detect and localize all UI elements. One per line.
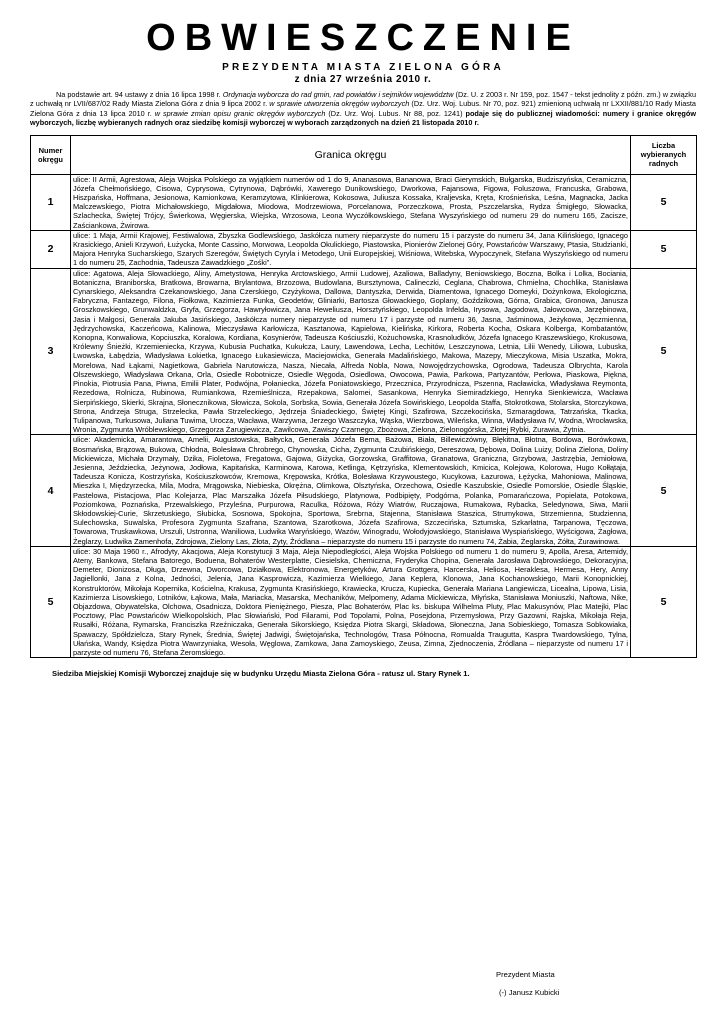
intro-paragraph <box>30 90 696 128</box>
district-number: 2 <box>31 230 71 268</box>
table-row <box>31 230 697 268</box>
district-seats: 5 <box>631 230 697 268</box>
issuer-subtitle: PREZYDENTA MIASTA ZIELONA GÓRA <box>222 62 504 73</box>
district-number: 1 <box>31 174 71 230</box>
district-seats: 5 <box>631 546 697 657</box>
intro-italic-2: w sprawie utworzenia okręgów wyborczych <box>269 99 410 109</box>
district-boundary: ulice: Agatowa, Aleja Słowackiego, Aliny, Ametystowa, Henryka Arctowskiego, Armii Ludowej, Azaliowa, Balladyny, Beniowskiego, Boczna, Bolka i Lolka, Bociania, Botaniczna, Braniborska, Bratkowa, Browarna, Brylantowa, Brzozowa, Budowlana, Bursztynowa, Calineczki, Ceglana, Chabrowa, Chmielna, Chochlika, Stanisława Cynarskiego, Aleksandra Czekanowskiego, Jana Czerskiego, Czyżykowa, Dallowa, Dantyszka, Derwida, Diamentowa, Ignacego Domeyki, Dożynkowa, Ekologiczna, Fabryczna, Fantazego, Filona, Fiołkowa, Kazimierza Funka, Geodetów, Gliniarki, Bartosza Głowackiego, Goplany, Goździkowa, Górna, Grabica, Gronowa, Janusza Groszkowskiego, Grunwaldzka, Gryfa, Grzegorza, Hawryłowicza, Jana Heweliusza, Horsztyńskiego, Leopolda Infelda, Irysowa, Jagodowa, Jałowcowa, Jarzębinowa, Jasia i Małgosi, Generała Jakuba Jasińskiego, Jaskółcza numery nieparzyste od numeru 17 i parzyste od numeru 36, Jasna, Jaśminowa, Jeżykowa, Jęczmienna, Jędrzychowska, Kaczeńcowa, Kalinowa, Mieczysława Karłowicza, Kasztanowa, Kąpielowa, Kielińska, Kirkora, Roberta Kocha, Oskara Kolberga, Kombatantów, Konopna, Konwaliowa, Kopciuszka, Koralowa, Kordiana, Kosynierów, Tadeusza Kościuszki, Kożuchowska, Krasnoludków, Józefa Ignacego Kraszewskiego, Krokusowa, Królewny Śnieżki, Krzemieniecka, Krzywa, Kubusia Puchatka, Kukułcza, Laury, Lawendowa, Lecha, Lechitów, Leszczynowa, Letnia, Lilii Wenedy, Liliowa, Lubuska, Lwowska, Łabędzia, Władysława Łokietka, Ignacego Łukasiewicza, Maciejowicka, Generała Madalińskiego, Makowa, Mazepy, Mieczykowa, Misia Uszatka, Mokra, Morelowa, Nad Łąkami, Nagietkowa, Gabriela Narutowicza, Nasza, Niecała, Alfreda Nobla, Nowa, Nowojędrzychowska, Ogrodowa, Tadeusza Olbrychta, Karola Olszewskiego, Władysława Orkana, Orla, Osiedle Robotnicze, Osiedle Węgoda, Osiedlowa, Owocowa, Pawia, Parkowa, Partyzantów, Perłowa, Piaskowa, Piękna, Pinokia, Piotrusia Pana, Piwna, Emilii Plater, Podwójna, Połaniecka, Józefa Poniatowskiego, Przecznica, Przyrodnicza, Pszenna, Racławicka, Władysława Reymonta, Rezedowa, Rolnicza, Rubinowa, Rumiankowa, Rzemieślnicza, Rzepakowa, Salomei, Sasankowa, Henryka Siemiradzkiego, Henryka Sienkiewicza, Wacława Sierpińskiego, Skierki, Skrajna, Słonecznikowa, Słowicza, Sokola, Sorbska, Sowia, Generała Józefa Sowińskiego, Leopolda Staffa, Stokrotkowa, Stolarska, Storczykowa, Strona, Andrzeja Struga, Strzelecka, Pawła Strzeleckiego, Jędrzeja Śniadeckiego, Świętej Kingi, Szafirowa, Szczekocińska, Szmaragdowa, Tatrzańska, Tkacka, Tulipanowa, Turkusowa, Juliana Tuwima, Urocza, Wacława, Warzywna, Jerzego Waszczyka, Wąska, Wierzbowa, Wileńska, Winna, Władysława IV, Wodna, Wrocławska, Wronia, Zygmunta Wróblewskiego, Grzegorza Żarugiewicza, Zawilcowa, Zawiszy Czarnego, Zbożowa, Zielona, Zielonogórska, Złotej Rybki, Żurawia, Żytnia. <box>71 268 631 435</box>
table-row <box>31 435 697 546</box>
header-count: Liczba wybieranych radnych <box>631 135 697 174</box>
district-number: 5 <box>31 546 71 657</box>
date-line: z dnia 27 września 2010 r. <box>294 74 432 85</box>
signature-name: (-) Janusz Kubicki <box>499 988 560 997</box>
district-boundary: ulice: Akademicka, Amarantowa, Amelii, Augustowska, Bałtycka, Generała Józefa Bema, Bażowa, Biała, Billewiczówny, Błękitna, Błotna, Bordowa, Borówkowa, Bosmańska, Brązowa, Bukowa, Chłodna, Bolesława Chrobrego, Chynowska, Cicha, Zygmunta Czubińskiego, Dereszowa, Dębowa, Dolina Luizy, Dolina Zielona, Doliny Mickiewicza, Michała Drzymały, Dzika, Fioletowa, Fregatowa, Gajowa, Giżycka, Gorzowska, Graffitowa, Granatowa, Graniczna, Grzybowa, Jastrzębia, Jemiołowa, Jesienna, Jeździecka, Jeżynowa, Jodłowa, Kapitańska, Karminowa, Karowa, Ketlinga, Kętrzyńska, Klementowskich, Kmicica, Kolejowa, Kolorowa, Hugo Kołłątaja, Tadeusza Konicza, Kostrzyńska, Kościuszkowców, Kremowa, Krępowska, Krótka, Bolesława Krzywoustego, Kucykowa, Łazurowa, Łężycka, Mahoniowa, Malinowa, Mieszka I, Międzyrzecka, Mila, Modra, Mrągowska, Niebieska, Okrężna, Olimkowa, Olsztyńska, Orzechowa, Osiedle Kaszubskie, Osiedle Pomorskie, Osiedle Śląskie, Pastelowa, Pistacjowa, Plac Kolejarza, Plac Marszałka Józefa Piłsudskiego, Platynowa, Podbipięty, Podgórna, Polanka, Pomarańczowa, Popielata, Potokowa, Poziomkowa, Poznańska, Przewalskiego, Przyleśna, Purpurowa, Raculka, Różowa, Róży Wiatrów, Ruczajowa, Rumakowa, Rybacka, Seledynowa, Siwa, Marii Skłodowskiej-Curie, Skrzetuskiego, Słubicka, Sosnowa, Spokojna, Sportowa, Srebrna, Stajenna, Stanisława Staszica, Strumykowa, Strzemienna, Studzienna, Sulechowska, Suwalska, Profesora Zygmunta Szafrana, Szantowa, Szarotkowa, Józefa Szafirowa, Szczecińska, Sztumska, Szkarłatna, Tarpanowa, Tęczowa, Towarowa, Truskawkowa, Urszuli, Ustronna, Waniliowa, Ludwika Waryńskiego, Wazów, Winogradu, Wołodyjowskiego, Stanisława Wyspiańskiego, Wyścigowa, Żagłowa, Żeglarzy, Ludwika Zamenhofa, Zdrojowa, Zielony Las, Złota, Zyty, Źródlana – nieparzyste do numeru 15 i parzyste do numeru 74, Żabia, Żeglarska, Żółta, Żurawinowa. <box>71 435 631 546</box>
table-row <box>31 268 697 435</box>
table-row <box>31 174 697 230</box>
district-boundary: ulice: II Armii, Agrestowa, Aleja Wojska Polskiego za wyjątkiem numerów od 1 do 9, Ananasowa, Bananowa, Braci Gierymskich, Bułgarska, Budziszyńska, Ceramiczna, Józefa Chełmońskiego, Cisowa, Cyprysowa, Cytrynowa, Dąbrówki, Xawerego Dunikowskiego, Dworkowa, Fajansowa, Figowa, Foluszowa, Francuska, Grabowa, Hiszpańska, Hoffmana, Jesionowa, Kamionkowa, Keramzytowa, Klinkierowa, Kokosowa, Juliusza Kossaka, Kraljevska, Kręta, Krośnieńska, Leśna, Magnacka, Jacka Malczewskiego, Piotra Michałowskiego, Migdałowa, Miodowa, Modrzewiowa, Porcelanowa, Porzeczkowa, Prosta, Pszczelarska, Rydza Śmigłego, Słowacka, Szlachecka, Świętej Trójcy, Świerkowa, Węgierska, Wiejska, Wrzosowa, Leona Wyczółkowskiego, Stefana Wyszyńskiego od numeru 29 do numeru 165, Zacisze, Zaściankowa, Żwirowa. <box>71 174 631 230</box>
commission-seat-note <box>30 669 696 678</box>
intro-text-1: Na podstawie art. 94 ustawy z dnia 16 lipca 1998 r. <box>56 90 223 99</box>
intro-italic-1: Ordynacja wyborcza do rad gmin, rad powiatów i sejmików województw <box>222 90 454 99</box>
district-seats: 5 <box>631 435 697 546</box>
districts-table <box>30 135 697 659</box>
district-boundary: ulice: 30 Maja 1960 r., Afrodyty, Akacjowa, Aleja Konstytucji 3 Maja, Aleja Niepodległości, Aleja Wojska Polskiego od numeru 1 do numeru 9, Apolla, Aresa, Artemidy, Ateny, Bankowa, Stefana Batorego, Boduena, Bohaterów Westerplatte, Ciesielska, Chemiczna, Fryderyka Chopina, Generała Jarosława Dąbrowskiego, Dekoracyjna, Demeter, Dionizosa, Długa, Drzewna, Dworcowa, Działkowa, Elektronowa, Energetyków, Artura Grottgera, Harcerska, Heliosa, Heraklesa, Hermesa, Hery, Anny Jagiellonki, Jana z Kolna, Jedności, Jelenia, Jana Kasprowicza, Kazimierza Wielkiego, Jana Keplera, Klonowa, Jana Kochanowskiego, Marii Konopnickiej, Konstruktorów, Mikołaja Kopernika, Kościelna, Krakusa, Zygmunta Krasińskiego, Krawiecka, Krucza, Kupiecka, Generała Mariana Langiewicza, Licealna, Lipowa, Lisia, Kazimierza Lisowskiego, Lotników, Łąkowa, Mała, Mariacka, Masarska, Mechaników, Melpomeny, Adama Mickiewicza, Młyńska, Stanisława Moniuszki, Naftowa, Nike, Objazdowa, Obywatelska, Olchowa, Osadnicza, Doktora Pieniężnego, Piesza, Plac Bohaterów, Plac ks. biskupa Wilhelma Pluty, Plac Makusynów, Plac Matejki, Plac Pocztowy, Plac Powstańców Wielkopolskich, Plac Słowiański, Pod Filarami, Pod Topolami, Polna, Posejdona, Przemysłowa, Przy Gazowni, Rajska, Mikołaja Reja, Rusałki, Różana, Rymarska, Franciszka Rzeźniczaka, Generała Sikorskiego, Księdza Piotra Skargi, Składowa, Słoneczna, Jana Sobieskiego, Tomasza Sobkowiaka, Spawaczy, Spółdzielcza, Stary Rynek, Średnia, Świętej Jadwigi, Świętojańska, Technologów, Trasa Północna, Romualda Traugutta, Kaspra Twardowskiego, Tylna, Ułańska, Wandy, Księdza Piotra Wawrzyniaka, Wesoła, Węglowa, Zamkowa, Jana Zamoyskiego, Zeusa, Zimna, Zjednoczenia, Źródlana – nieparzyste od numeru 17 i parzyste od numeru 76, Stefana Żeromskiego. <box>71 546 631 657</box>
district-boundary: ulice: 1 Maja, Armii Krajowej, Festiwalowa, Zbyszka Godlewskiego, Jaskółcza numery nieparzyste do numeru 15 i parzyste do numeru 34, Jana Kilińskiego, Ignacego Krasickiego, Anieli Krzywoń, Łużycka, Monte Cassino, Morwowa, Leopolda Okulickiego, Piastowska, Pionierów Zielonej Góry, Powstańców Warszawy, Ptasia, Studzianki, Majora Henryka Sucharskiego, Szarych Szeregów, Świętych Cyryla i Metodego, Unii Europejskiej, Wiśniowa, Witebska, Wypoczynek, Stefana Wyszyńskiego od numeru 1 do numeru 25, Zachodnia, Tadeusza Zawadzkiego „Zośki”. <box>71 230 631 268</box>
page-title: OBWIESZCZENIE <box>146 17 580 59</box>
intro-text-4: (Dz. Urz. Woj. Lubus. Nr 88, poz. 1241) <box>325 108 466 118</box>
district-number: 3 <box>31 268 71 435</box>
intro-text-2: (Dz. U. z 2003 r. Nr 159, poz. 1547 - tekst jednolity z późn. zm.) w związku z uchwałą nr LVII/687/02 Rady Miasta Zielona Góra z dnia 9 lipca 2002 r. <box>30 90 696 109</box>
table-row <box>31 546 697 657</box>
commission-seat-text: Siedziba Miejskiej Komisji Wyborczej znajduje się w budynku Urzędu Miasta Zielona Góra - ratusz ul. Stary Rynek 1 <box>52 669 468 679</box>
header-number: Numer okręgu <box>31 135 71 174</box>
district-seats: 5 <box>631 174 697 230</box>
header-boundary: Granica okręgu <box>71 135 631 174</box>
signature-title: Prezydent Miasta <box>496 970 555 979</box>
intro-italic-3: w sprawie zmian opisu granic okręgów wyborczych <box>154 108 326 118</box>
announcement-page <box>30 0 696 678</box>
intro-bold: podaje się do publicznej wiadomości: numery i granice okręgów wyborczych, liczbę wybieranych radnych oraz siedzibę komisji wyborczej w wyborach zarządzonych na dzień 21 listopada 2010 r. <box>30 108 696 128</box>
commission-seat-end: . <box>467 669 470 679</box>
intro-text-3: (Dz. Urz. Woj. Lubus. Nr 70, poz. 921) zmienioną uchwałą nr LXXII/881/10 Rady Miasta Zielona Góra z dnia 13 lipca 2010 r. <box>30 99 696 118</box>
district-seats: 5 <box>631 268 697 435</box>
district-number: 4 <box>31 435 71 546</box>
table-header-row <box>31 135 697 174</box>
